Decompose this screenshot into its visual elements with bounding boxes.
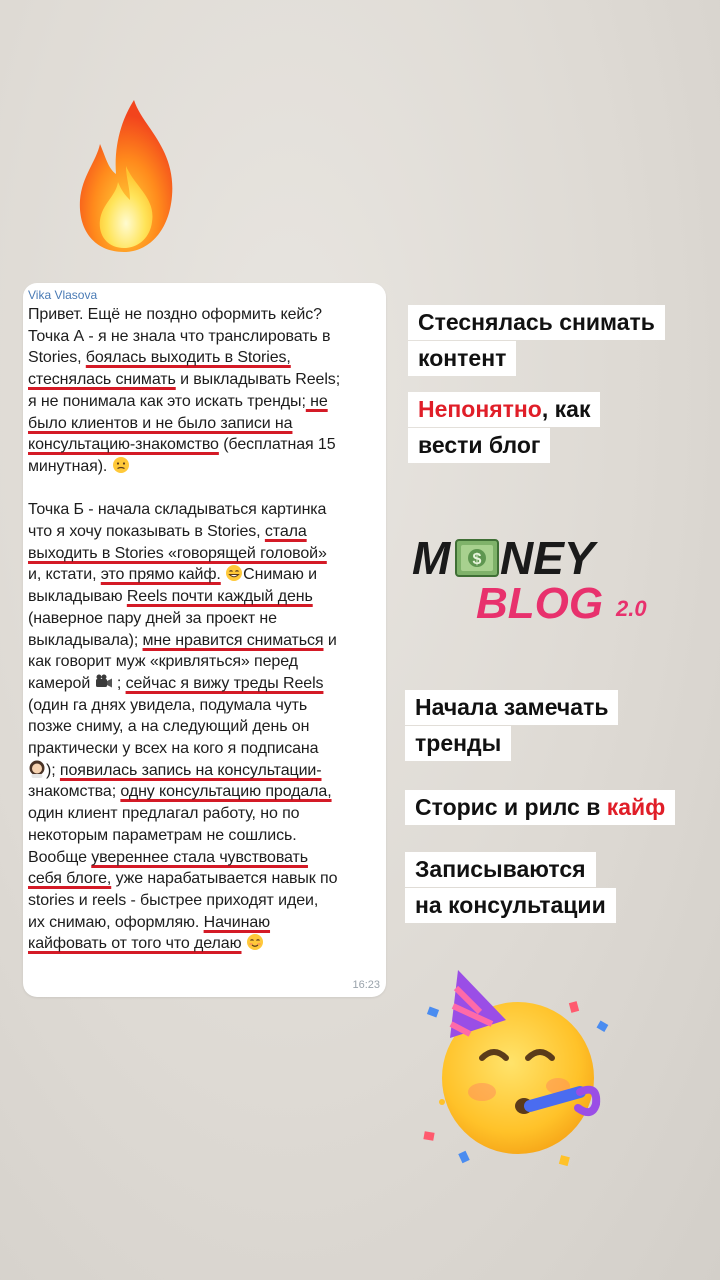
message-line <box>28 369 376 391</box>
callout-text: контент <box>418 345 507 371</box>
party-face-icon <box>420 966 620 1176</box>
text-segment: выкладываю <box>28 588 127 606</box>
underlined-phrase: боялась выходить в Stories, <box>85 349 291 367</box>
text-segment: ); <box>46 761 60 779</box>
text-segment: Stories, <box>28 349 86 367</box>
text-segment: Точка А - я не знала что транслировать в <box>28 327 331 345</box>
text-segment: что я хочу показывать в Stories, <box>28 523 265 541</box>
text-segment: как говорит муж «кривляться» перед <box>28 653 298 671</box>
message-line <box>28 695 376 717</box>
text-segment: позже сниму, а на следующий день он <box>28 718 310 736</box>
callout-text: вести блог <box>418 432 541 458</box>
message-line <box>28 521 376 543</box>
message-line <box>28 673 376 695</box>
svg-text:$: $ <box>472 551 482 568</box>
woman-emoji-icon <box>28 760 46 778</box>
text-segment: ; <box>112 674 126 692</box>
sender-name: Vika Vlasova <box>28 288 98 302</box>
underlined-phrase: это прямо кайф. <box>100 566 221 584</box>
grin-emoji-icon <box>225 564 243 582</box>
text-segment: практически у всех на кого я подписана <box>28 740 319 758</box>
message-line <box>28 630 376 652</box>
message-line <box>28 651 376 673</box>
text-segment: Снимаю и <box>243 566 317 584</box>
underlined-phrase: сейчас я вижу треды Reels <box>125 674 324 692</box>
logo-m: M <box>412 532 451 584</box>
callout-text: тренды <box>415 730 502 756</box>
message-time: 16:23 <box>352 979 380 991</box>
underlined-phrase: Reels почти каждый день <box>126 588 313 606</box>
underlined-phrase: себя блоге, <box>28 870 112 888</box>
underlined-phrase: консультацию-знакомство <box>28 436 219 454</box>
message-paragraph-a <box>28 304 376 478</box>
callout-unclear-blog-line <box>408 428 550 463</box>
underlined-phrase: Начинаю <box>203 913 271 931</box>
confused-emoji-icon <box>112 456 130 474</box>
text-segment: Вообще <box>28 848 92 866</box>
callout-consultations-line <box>405 852 596 887</box>
message-text <box>28 304 376 955</box>
message-line <box>28 434 376 456</box>
text-segment: их снимаю, оформляю. <box>28 913 204 931</box>
logo-ney: NEY <box>500 532 595 584</box>
underlined-phrase: одну консультацию продала, <box>120 783 332 801</box>
underlined-phrase: появилась запись на консультации- <box>59 761 322 779</box>
text-segment: один клиент предлагал работу, но по <box>28 805 300 823</box>
callout-text: Стеснялась снимать <box>418 309 655 335</box>
message-line <box>28 499 376 521</box>
callout-text: Записываются <box>415 856 586 882</box>
message-line <box>28 564 376 586</box>
message-line <box>28 391 376 413</box>
callout-consultations-line <box>405 888 616 923</box>
underlined-phrase: мне нравится сниматься <box>142 631 324 649</box>
highlight-word: кайф <box>606 794 666 820</box>
paragraph-gap <box>28 478 376 500</box>
text-segment: уже нарабатывается навык по <box>111 870 338 888</box>
money-bill-icon <box>456 540 498 576</box>
underlined-phrase: стеснялась снимать <box>28 371 176 389</box>
text-segment: (наверное пару дней за проект не <box>28 609 277 627</box>
text-segment: и <box>323 631 337 649</box>
message-line <box>28 781 376 803</box>
text-segment: камерой <box>28 674 95 692</box>
message-line <box>28 760 376 782</box>
text-segment: Точка Б - начала складываться картинка <box>28 501 327 519</box>
logo-version: 2.0 <box>616 596 647 621</box>
callout-text: на консультации <box>415 892 606 918</box>
message-line <box>28 738 376 760</box>
message-line <box>28 456 376 478</box>
camera-emoji-icon <box>95 673 113 691</box>
message-line <box>28 803 376 825</box>
callout-unclear-blog-line <box>408 392 600 427</box>
callout-shy-filming-line <box>408 305 665 340</box>
message-line <box>28 586 376 608</box>
text-segment: (бесплатная 15 <box>218 436 336 454</box>
text-segment: я не понимала как это искать тренды; <box>28 392 306 410</box>
message-paragraph-b <box>28 499 376 955</box>
text-segment: (один га днях увидела, подумала чуть <box>28 696 308 714</box>
callout-shy-filming-line <box>408 341 516 376</box>
smile-emoji-icon <box>246 933 264 951</box>
chat-message-card <box>23 283 386 997</box>
text-segment: Привет. Ещё не поздно оформить кейс? <box>28 306 322 323</box>
underlined-phrase: выходить в Stories «говорящей головой» <box>28 544 327 562</box>
callout-text: Начала замечать <box>415 694 609 720</box>
message-line <box>28 413 376 435</box>
text-segment: и выкладывать Reels; <box>175 371 341 389</box>
text-segment: и, кстати, <box>28 566 101 584</box>
callout-stories-reels-line <box>405 790 675 825</box>
message-line <box>28 825 376 847</box>
message-line <box>28 933 376 955</box>
callout-trends-line <box>405 690 618 725</box>
message-line <box>28 847 376 869</box>
text-segment: выкладывала); <box>28 631 143 649</box>
callout-trends-line <box>405 726 511 761</box>
message-line <box>28 326 376 348</box>
text-segment: минутная). <box>28 457 112 475</box>
fire-icon <box>72 96 182 256</box>
underlined-phrase: увереннее стала чувствовать <box>91 848 308 866</box>
message-line <box>28 912 376 934</box>
message-line <box>28 716 376 738</box>
message-line <box>28 543 376 565</box>
text-segment: знакомства; <box>28 783 121 801</box>
callout-text: Сторис и рилс в <box>415 794 607 820</box>
callout-text: , как <box>541 396 591 422</box>
message-line <box>28 608 376 630</box>
message-line <box>28 347 376 369</box>
underlined-phrase: не <box>305 392 328 410</box>
underlined-phrase: стала <box>264 523 307 541</box>
money-blog-logo <box>412 530 674 622</box>
highlight-word: Непонятно <box>418 396 542 422</box>
text-segment: stories и reels - быстрее приходят идеи, <box>28 891 319 909</box>
underlined-phrase: было клиентов и не было записи на <box>28 414 293 432</box>
logo-blog: BLOG <box>476 579 604 622</box>
message-line <box>28 304 376 326</box>
text-segment: некоторым параметрам не сошлись. <box>28 826 297 844</box>
message-line <box>28 868 376 890</box>
message-line <box>28 890 376 912</box>
underlined-phrase: кайфовать от того что делаю <box>28 935 242 953</box>
